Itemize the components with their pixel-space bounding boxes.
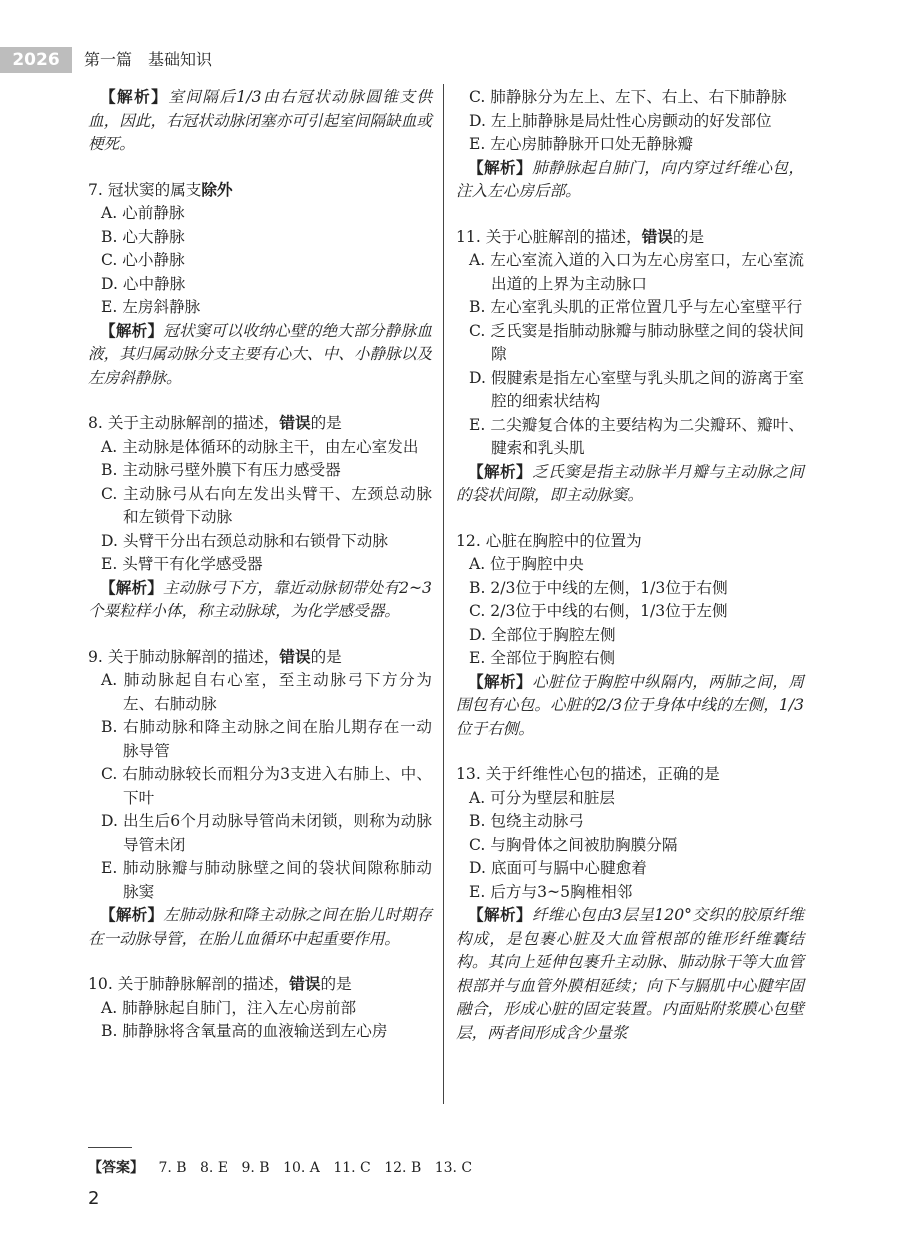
answer-item: 9. B bbox=[241, 1160, 270, 1176]
option-d: D. 左上肺静脉是局灶性心房颤动的好发部位 bbox=[469, 111, 772, 130]
option-b: B. 肺静脉将含氧量高的血液输送到左心房 bbox=[101, 1022, 388, 1040]
analysis bbox=[88, 577, 432, 624]
analysis bbox=[88, 86, 432, 157]
option-d: D. 头臂干分出右颈总动脉和右锁骨下动脉 bbox=[101, 531, 388, 550]
question-stem: 12. 心脏在胸腔中的位置为 bbox=[456, 531, 642, 550]
stem-text: 7. 冠状窦的属支 bbox=[88, 180, 202, 199]
analysis bbox=[88, 904, 432, 951]
answer-key bbox=[88, 1158, 481, 1178]
analysis-text: 纤维心包由3层呈120°交织的胶原纤维构成，是包裹心脏及大血管根部的锥形纤维囊结构。其向上延伸包裹升主动脉、肺动脉干等大血管根部并与血管外膜相延续；向下与膈肌中心腱牢固融合，形成心脏的固定装置。内面贴附浆膜心包壁层，两者间形成含少量浆 bbox=[456, 906, 804, 1042]
option-a: A. 心前静脉 bbox=[101, 204, 185, 222]
option-b: B. 主动脉弓壁外膜下有压力感受器 bbox=[101, 461, 341, 479]
option-a: A. 主动脉是体循环的动脉主干，由左心室发出 bbox=[101, 437, 419, 456]
option-a: A. 位于胸腔中央 bbox=[469, 555, 584, 573]
answer-item: 12. B bbox=[384, 1160, 422, 1176]
question-12 bbox=[456, 530, 804, 742]
left-column bbox=[88, 86, 432, 1044]
option-d: D. 底面可与膈中心腱愈着 bbox=[469, 859, 647, 877]
question-stem bbox=[456, 226, 804, 250]
option-d: D. 假腱索是指左心室壁与乳头肌之间的游离于室腔的细索状结构 bbox=[469, 368, 804, 410]
question-11 bbox=[456, 226, 804, 508]
stem-text-end: 的是 bbox=[672, 227, 705, 246]
analysis-text: 冠状窦可以收纳心壁的绝大部分静脉血液，其归属动脉分支主要有心大、中、小静脉以及左房斜静脉。 bbox=[88, 321, 432, 387]
analysis bbox=[456, 157, 804, 204]
section-title: 第一篇 基础知识 bbox=[84, 50, 213, 69]
option-e: E. 左心房肺静脉开口处无静脉瓣 bbox=[469, 135, 694, 153]
analysis-label: 【解析】 bbox=[468, 906, 533, 924]
option-e: E. 头臂干有化学感受器 bbox=[101, 555, 263, 573]
question-10 bbox=[88, 973, 432, 1044]
answer-item: 8. E bbox=[200, 1160, 229, 1176]
stem-keyword: 错误 bbox=[279, 414, 311, 432]
analysis bbox=[456, 461, 804, 508]
question-stem bbox=[88, 646, 432, 670]
stem-text: 9. 关于肺动脉解剖的描述， bbox=[88, 647, 280, 666]
footnote-rule bbox=[88, 1147, 132, 1148]
question-stem bbox=[88, 973, 432, 997]
intro-analysis-block bbox=[88, 86, 432, 157]
stem-keyword: 除外 bbox=[201, 180, 233, 199]
option-e: E. 后方与3~5胸椎相邻 bbox=[469, 882, 633, 901]
option-c: C. 右肺动脉较长而粗分为3支进入右肺上、中、下叶 bbox=[101, 765, 432, 807]
option-c: C. 主动脉弓从右向左发出头臂干、左颈总动脉和左锁骨下动脉 bbox=[101, 484, 432, 526]
option-c: C. 心小静脉 bbox=[101, 251, 185, 269]
stem-text-end: 的是 bbox=[320, 975, 352, 993]
right-column bbox=[456, 86, 804, 1045]
analysis-label: 【解析】 bbox=[100, 578, 163, 597]
analysis-label: 【解析】 bbox=[468, 158, 533, 177]
analysis-label: 【解析】 bbox=[100, 88, 169, 106]
option-d: D. 全部位于胸腔左侧 bbox=[469, 625, 616, 644]
page-number: 2 bbox=[88, 1188, 100, 1209]
option-c: C. 与胸骨体之间被肋胸膜分隔 bbox=[469, 835, 678, 854]
analysis-text: 肺静脉起自肺门，向内穿过纤维心包，注入左心房后部。 bbox=[456, 158, 804, 200]
question-8 bbox=[88, 412, 432, 624]
stem-text-end: 的是 bbox=[310, 647, 342, 666]
page-header bbox=[0, 47, 400, 73]
stem-text: 10. 关于肺静脉解剖的描述， bbox=[88, 975, 290, 993]
year-badge: 2026 bbox=[0, 47, 72, 73]
analysis-text: 左肺动脉和降主动脉之间在胎儿时期存在一动脉导管，在胎儿血循环中起重要作用。 bbox=[88, 906, 432, 948]
question-stem: 13. 关于纤维性心包的描述，正确的是 bbox=[456, 765, 720, 783]
question-stem bbox=[88, 412, 432, 436]
option-b: B. 2/3位于中线的左侧，1/3位于右侧 bbox=[469, 578, 728, 597]
option-e: E. 二尖瓣复合体的主要结构为二尖瓣环、瓣叶、腱索和乳头肌 bbox=[469, 415, 804, 457]
option-c: C. 2/3位于中线的右侧，1/3位于左侧 bbox=[469, 602, 728, 620]
answer-item: 11. C bbox=[333, 1160, 371, 1176]
analysis bbox=[88, 320, 432, 391]
option-b: B. 包绕主动脉弓 bbox=[469, 812, 584, 830]
analysis bbox=[456, 904, 804, 1045]
question-10-continued bbox=[456, 86, 804, 204]
option-c: C. 肺静脉分为左上、左下、右上、右下肺静脉 bbox=[469, 88, 787, 106]
option-e: E. 全部位于胸腔右侧 bbox=[469, 649, 616, 667]
analysis bbox=[456, 671, 804, 742]
stem-keyword: 错误 bbox=[289, 975, 321, 993]
question-7 bbox=[88, 179, 432, 391]
option-a: A. 肺静脉起自肺门，注入左心房前部 bbox=[101, 998, 357, 1017]
option-a: A. 左心室流入道的入口为左心房室口，左心室流出道的上界为主动脉口 bbox=[469, 251, 804, 293]
stem-keyword: 错误 bbox=[641, 227, 673, 246]
analysis-text: 室间隔后1/3由右冠状动脉圆锥支供血，因此，右冠状动脉闭塞亦可引起室间隔缺血或梗死。 bbox=[88, 88, 432, 153]
analysis-label: 【解析】 bbox=[468, 462, 533, 481]
stem-text-end: 的是 bbox=[310, 414, 342, 432]
question-stem bbox=[88, 179, 432, 203]
analysis-text: 乏氏窦是指主动脉半月瓣与主动脉之间的袋状间隙，即主动脉窦。 bbox=[456, 462, 804, 504]
column-divider bbox=[443, 84, 444, 1104]
option-b: B. 心大静脉 bbox=[101, 227, 185, 246]
answer-item: 13. C bbox=[434, 1160, 473, 1176]
option-b: B. 右肺动脉和降主动脉之间在胎儿期存在一动脉导管 bbox=[101, 718, 432, 760]
question-9 bbox=[88, 646, 432, 952]
stem-text: 8. 关于主动脉解剖的描述， bbox=[88, 414, 280, 432]
analysis-label: 【解析】 bbox=[468, 672, 533, 691]
stem-keyword: 错误 bbox=[279, 647, 311, 666]
answer-key-label: 【答案】 bbox=[88, 1160, 144, 1176]
analysis-text: 心脏位于胸腔中纵隔内，两肺之间，周围包有心包。心脏的2/3位于身体中线的左侧，1/3位于右侧。 bbox=[456, 672, 804, 738]
answer-item: 7. B bbox=[158, 1160, 187, 1176]
analysis-label: 【解析】 bbox=[100, 321, 164, 340]
option-e: E. 左房斜静脉 bbox=[101, 298, 201, 316]
answer-item: 10. A bbox=[283, 1160, 320, 1176]
option-d: D. 出生后6个月动脉导管尚未闭锁，则称为动脉导管未闭 bbox=[101, 812, 432, 854]
analysis-text: 主动脉弓下方，靠近动脉韧带处有2~3个粟粒样小体，称主动脉球，为化学感受器。 bbox=[88, 578, 432, 620]
analysis-label: 【解析】 bbox=[100, 906, 164, 924]
option-d: D. 心中静脉 bbox=[101, 274, 186, 293]
question-13 bbox=[456, 763, 804, 1045]
option-a: A. 可分为壁层和脏层 bbox=[469, 788, 615, 807]
stem-text: 11. 关于心脏解剖的描述， bbox=[456, 227, 642, 246]
option-a: A. 肺动脉起自右心室，至主动脉弓下方分为左、右肺动脉 bbox=[101, 671, 432, 713]
option-e: E. 肺动脉瓣与肺动脉壁之间的袋状间隙称肺动脉窦 bbox=[101, 859, 432, 901]
option-c: C. 乏氏窦是指肺动脉瓣与肺动脉壁之间的袋状间隙 bbox=[469, 321, 804, 363]
option-b: B. 左心室乳头肌的正常位置几乎与左心室壁平行 bbox=[469, 298, 803, 316]
